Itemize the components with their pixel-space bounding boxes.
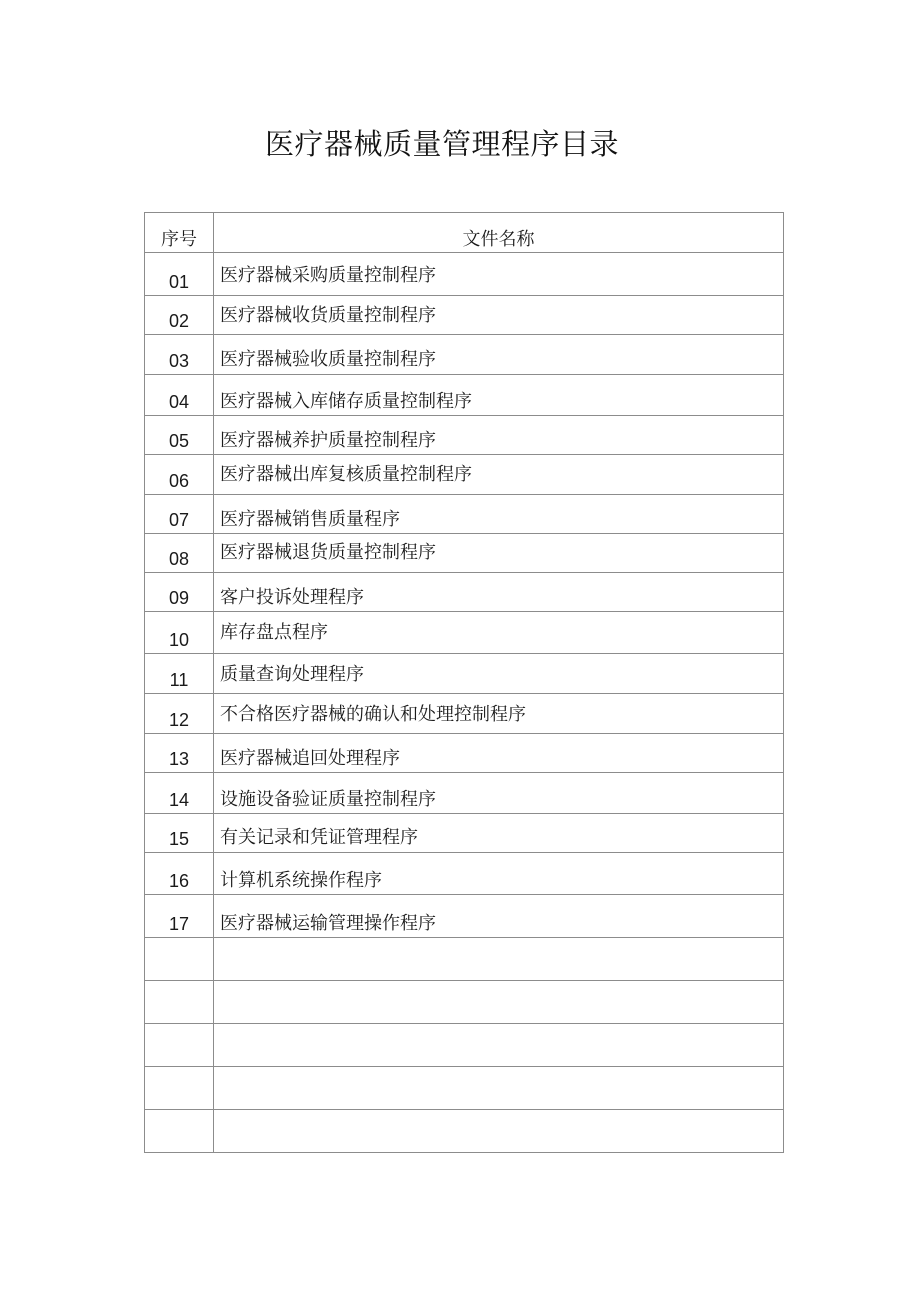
row-name: 客户投诉处理程序	[214, 573, 784, 612]
empty-cell	[214, 938, 784, 981]
header-name: 文件名称	[214, 213, 784, 253]
row-name: 医疗器械退货质量控制程序	[214, 534, 784, 573]
table-header-row	[145, 213, 784, 253]
row-name: 有关记录和凭证管理程序	[214, 814, 784, 853]
row-name: 医疗器械采购质量控制程序	[214, 253, 784, 296]
row-name: 医疗器械运输管理操作程序	[214, 895, 784, 938]
empty-cell	[145, 1067, 214, 1110]
empty-row	[145, 1067, 784, 1110]
row-number: 02	[145, 296, 214, 335]
table-row	[145, 534, 784, 573]
empty-cell	[214, 1024, 784, 1067]
table-row	[145, 612, 784, 654]
empty-row	[145, 1024, 784, 1067]
empty-cell	[214, 1067, 784, 1110]
empty-cell	[145, 1024, 214, 1067]
row-number: 16	[145, 853, 214, 895]
row-number: 17	[145, 895, 214, 938]
table-row	[145, 253, 784, 296]
row-number: 10	[145, 612, 214, 654]
empty-row	[145, 1110, 784, 1153]
table-row	[145, 296, 784, 335]
row-number: 03	[145, 335, 214, 375]
row-name: 医疗器械收货质量控制程序	[214, 296, 784, 335]
table-row	[145, 694, 784, 734]
table-row	[145, 773, 784, 814]
procedure-table	[144, 212, 784, 1153]
row-number: 11	[145, 654, 214, 694]
table-row	[145, 654, 784, 694]
row-number: 12	[145, 694, 214, 734]
row-name: 不合格医疗器械的确认和处理控制程序	[214, 694, 784, 734]
table-row	[145, 375, 784, 416]
empty-cell	[214, 981, 784, 1024]
empty-row	[145, 981, 784, 1024]
row-number: 05	[145, 416, 214, 455]
row-number: 09	[145, 573, 214, 612]
row-name: 计算机系统操作程序	[214, 853, 784, 895]
row-name: 医疗器械入库储存质量控制程序	[214, 375, 784, 416]
row-number: 04	[145, 375, 214, 416]
row-number: 14	[145, 773, 214, 814]
table-row	[145, 416, 784, 455]
table-row	[145, 895, 784, 938]
row-name: 医疗器械销售质量程序	[214, 495, 784, 534]
row-name: 设施设备验证质量控制程序	[214, 773, 784, 814]
table-row	[145, 335, 784, 375]
row-name: 医疗器械追回处理程序	[214, 734, 784, 773]
table-row	[145, 573, 784, 612]
table-row	[145, 455, 784, 495]
table-row	[145, 495, 784, 534]
row-number: 13	[145, 734, 214, 773]
row-name: 医疗器械验收质量控制程序	[214, 335, 784, 375]
row-name: 医疗器械出库复核质量控制程序	[214, 455, 784, 495]
page-title: 医疗器械质量管理程序目录	[264, 127, 619, 161]
empty-cell	[145, 981, 214, 1024]
row-number: 15	[145, 814, 214, 853]
empty-cell	[145, 938, 214, 981]
row-name: 医疗器械养护质量控制程序	[214, 416, 784, 455]
empty-row	[145, 938, 784, 981]
table-row	[145, 814, 784, 853]
row-number: 07	[145, 495, 214, 534]
row-name: 质量查询处理程序	[214, 654, 784, 694]
row-name: 库存盘点程序	[214, 612, 784, 654]
table-row	[145, 734, 784, 773]
header-number: 序号	[145, 213, 214, 253]
row-number: 08	[145, 534, 214, 573]
row-number: 01	[145, 253, 214, 296]
empty-cell	[214, 1110, 784, 1153]
empty-cell	[145, 1110, 214, 1153]
row-number: 06	[145, 455, 214, 495]
table-row	[145, 853, 784, 895]
